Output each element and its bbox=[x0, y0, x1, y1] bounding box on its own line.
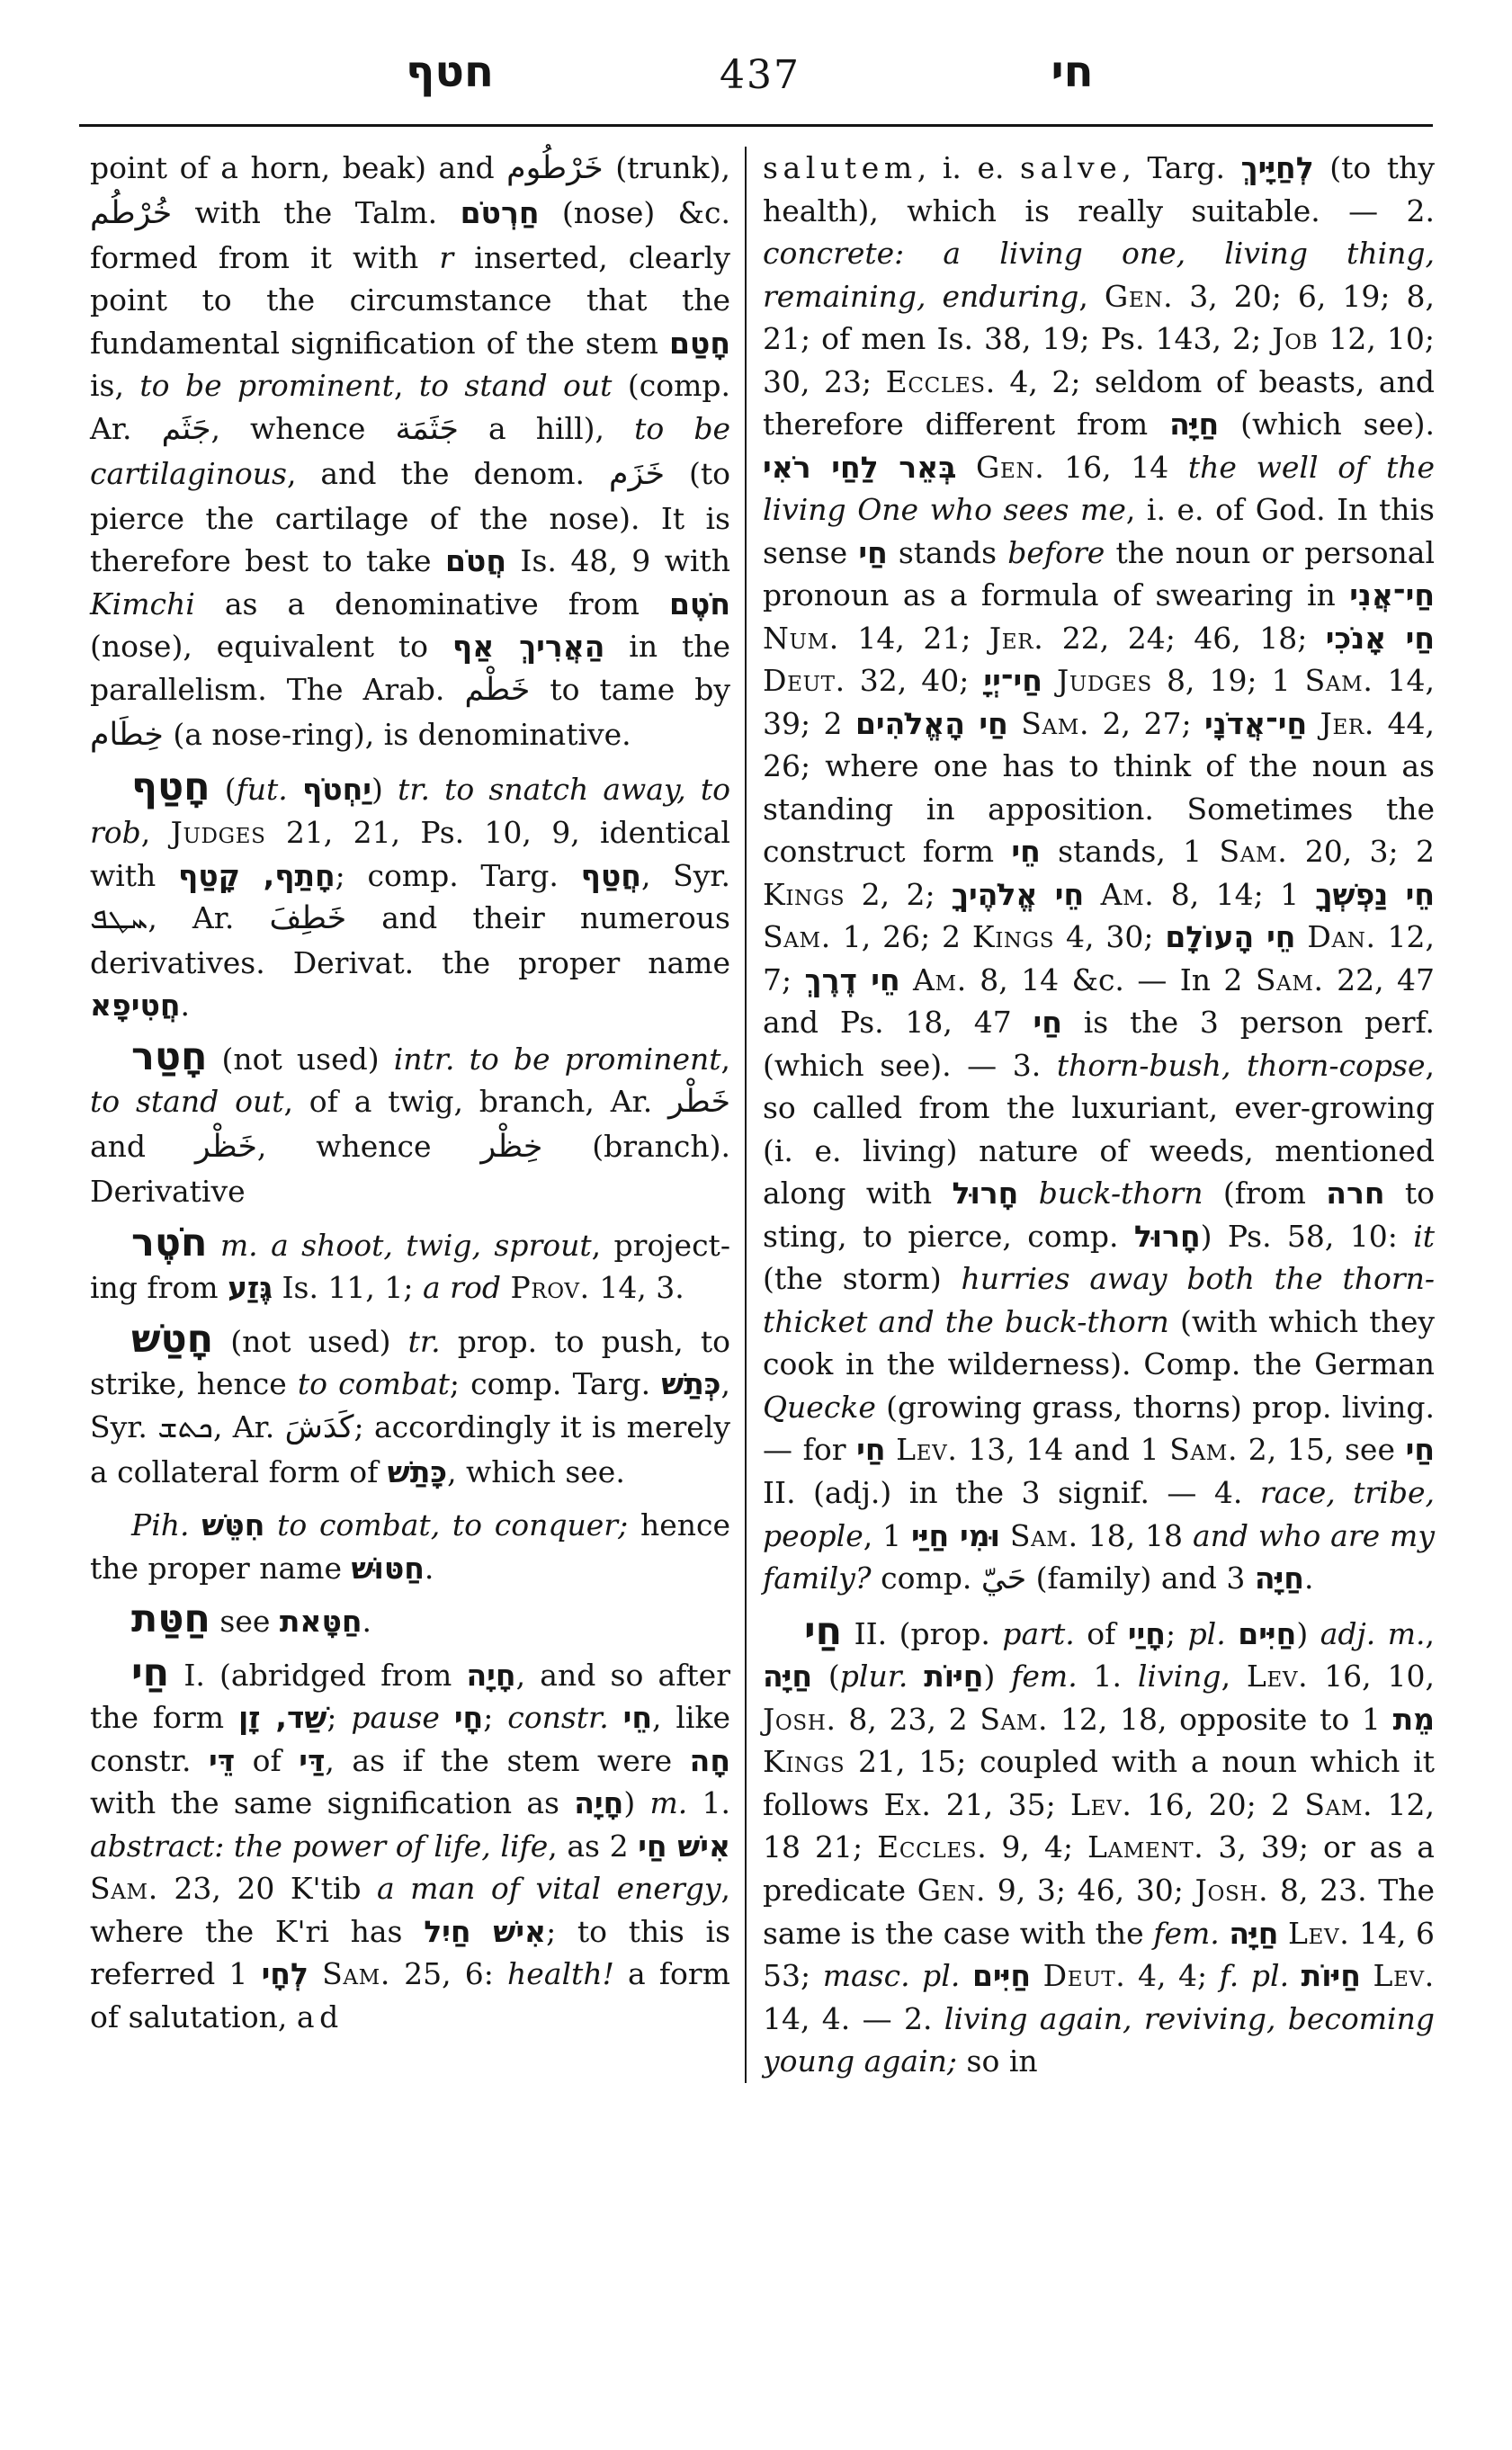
header-catchword-right: חי bbox=[1051, 47, 1094, 97]
running-head bbox=[0, 47, 1512, 121]
text-columns bbox=[90, 147, 1435, 2083]
paragraph-continuation: salutem, i. e. salve, Targ. לְחַיָּיךְ (to thy health), which is really suitable. — 2. concrete: a living one, living thing, remaining, enduring, Gen. 3, 20; 6, 19; 8, 21; of men Is. 38, 19; Ps. 143, 2; Job 12, 10; 30, 23; Eccles. 4, 2; seldom of beasts, and therefore different from חַיָּה (which see). בְּאֵר לַחַי רֹאִי Gen. 16, 14 the well of the living One who sees me, i. e. of God. In this sense חַי stands before the noun or personal pronoun as a formula of swearing in חַי־אֲנִי Num. 14, 21; Jer. 22, 24; 46, 18; חַי אָנֹכִי Deut. 32, 40; חַי־יְיָ Judges 8, 19; 1 Sam. 14, 39; חַי הָאֱלֹהִים 2 Sam. 2, 27; חַי־אֲדֹנָי Jer. 44, 26; where one has to think of the noun as standing in apposition. Sometimes the construct form חֵי stands, 1 Sam. 20, 3; 2 Kings 2, 2; חֵי אֱלֹהֶיךָ Am. 8, 14; חֵי נַפְשְׁךָ 1 Sam. 1, 26; 2 Kings 4, 30; חֵי הָעוֹלָם Dan. 12, 7; חֵי דֶרֶךְ Am. 8, 14 &c. — In 2 Sam. 22, 47 and Ps. 18, 47 חַי is the 3 person perf. (which see). — 3. thorn-bush, thorn-copse, so called from the luxuriant, ever-growing (i. e. living) nature of weeds, mentioned along with חָרוּל buck-thorn (from חרה to sting, to pierce, comp. חָרוּל) Ps. 58, 10: it (the storm) hurries away both the thorn-thicket and the buck-thorn (with which they cook in the wilderness). Comp. the German Quecke (growing grass, thorns) prop. living. — for חַי Lev. 13, 14 and 1 Sam. 2, 15, see חַי II. (adj.) in the 3 signif. — 4. race, tribe, people, וּמִי חַיַּי 1 Sam. 18, 18 and who are my family? comp. حَيّ (family) and חַיָּה 3. bbox=[763, 150, 1436, 1597]
entry-paragraph-chattat: חַטַּת see חַטָּאת. bbox=[131, 1596, 372, 1642]
entry-paragraph-chai-two: חַי II. (prop. part. of חָיַי; pl. חַיִּים) adj. m., חַיָּה (plur. חַיּוֹת) fem. 1. living, Lev. 16, 10, Josh. 8, 23, 2 Sam. 12, 18, opposite to מֵת 1 Kings 21, 15; coupled with a noun which it follows Ex. 21, 35; Lev. 16, 20; 2 Sam. 12, 18 21; Eccles. 9, 4; Lament. 3, 39; or as a predicate Gen. 9, 3; 46, 30; Josh. 8, 23. The same is the case with the fem. חַיָּה Lev. 14, 6 53; masc. pl. חַיִּים Deut. 4, 4; f. pl. חַיּוֹת Lev. 14, 4. — 2. living again, reviving, becoming young again; so in bbox=[763, 1608, 1436, 2079]
entry-paragraph-chatar: חָטַר (not used) intr. to be prominent, to stand out, of a twig, branch, Ar. خَطْر and خَظْر, whence خِظْر (branch). Derivative bbox=[90, 1033, 731, 1210]
entry-paragraph-pihel: Pih. חִטֵּשׁ to combat, to conquer; hence the proper name חַטּוּשׁ. bbox=[90, 1507, 730, 1586]
entry-paragraph-chatash: חָטַשׁ (not used) tr. prop. to push, to strike, hence to combat; comp. Targ. כְּתַשׁ, Syr. ܟܬܫ, Ar. كَدَشَ; accordingly it is merely a collateral form of כָּתַשׁ, which see. bbox=[90, 1316, 730, 1489]
paragraph-continuation: point of a horn, beak) and خَرْطُوم (trunk), خُرْطُم with the Talm. חַרְטֹם (nose) &c. formed from it with r inserted, clearly point to the circumstance that the fundamental signification of the stem חָטַם is, to be prominent, to stand out (comp. Ar. جَثَم, whence جَثَمَة a hill), to be cartilaginous, and the denom. خَزَم (to pierce the cartilage of the nose). It is therefore best to take חֲטֹם Is. 48, 9 with Kimchi as a denominative from חֹטֶם (nose), equivalent to הַאֲרִיךְ אַף in the parallelism. The Arab. خَطْم to tame by خِطَام (a nose-ring), is denominative. bbox=[90, 150, 731, 753]
entry-paragraph-choter: חֹטֶר m. a shoot, twig, sprout, projecting from גֶּזַע Is. 11, 1; a rod Prov. 14, 3. bbox=[90, 1220, 730, 1306]
right-column bbox=[747, 147, 1435, 2083]
left-column bbox=[90, 147, 745, 2083]
page-number: 437 bbox=[720, 52, 801, 98]
entry-paragraph-chataf: חָטַף (fut. יַחְטֹף) tr. to snatch away, to rob, Judges 21, 21, Ps. 10, 9, identical with חָתַף, קָטַף; comp. Targ. חֲטַף, Syr. ܚܛܦ, Ar. خَطِفَ and their numerous derivatives. Derivat. the proper name חֲטִיפָא. bbox=[90, 765, 731, 1024]
header-rule bbox=[79, 124, 1433, 127]
header-catchword-left: חטף bbox=[406, 47, 494, 97]
entry-paragraph-chai-one: חַי I. (abridged from חָיָה, and so after the form שַׁד, זָן; pause חָי; constr. חֵי, like constr. דֵּי of דַּי, as if the stem were חָה with the same signification as חָיָה) m. 1. abstract: the power of life, life, as אִישׁ חַי 2 Sam. 23, 20 K'tib a man of vital energy, where the K'ri has אִישׁ חַיִל; to this is referred לְחָי 1 Sam. 25, 6: health! a form of salutation, ad bbox=[90, 1650, 731, 2034]
